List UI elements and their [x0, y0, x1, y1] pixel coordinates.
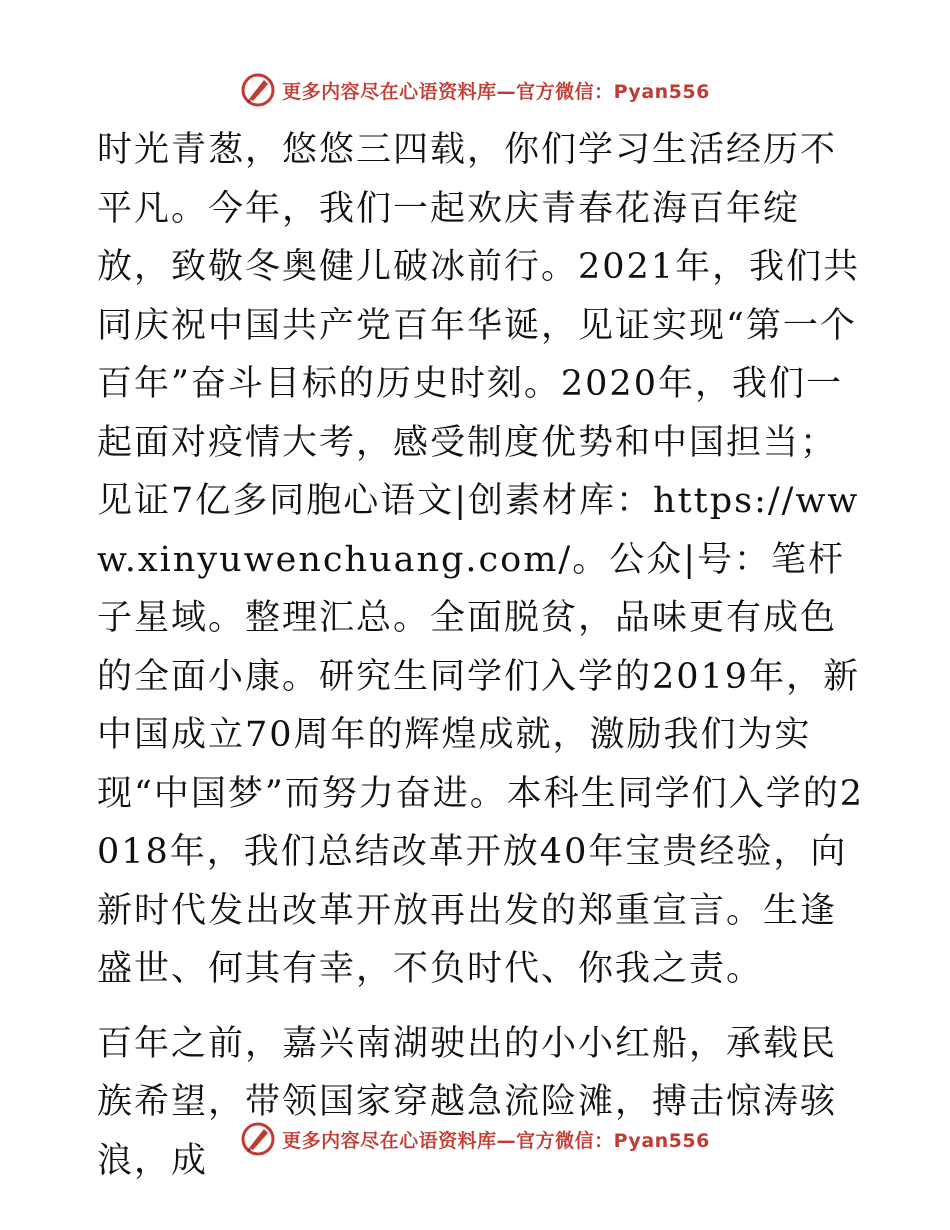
header-banner-text: 更多内容尽在心语资料库—官方微信：Pyan556: [282, 80, 710, 103]
footer-banner: [0, 1119, 950, 1159]
paragraph-1: 时光青葱，悠悠三四载，你们学习生活经历不平凡。今年，我们一起欢庆青春花海百年绽放，致敬冬奥健儿破冰前行。2021年，我们共同庆祝中国共产党百年华诞，见证实现“第一个百年”奋斗目标的历史时刻。2020年，我们一起面对疫情大考，感受制度优势和中国担当；见证7亿多同胞心语文|创素材库：https://www.xinyuwenchuang.com/。公众|号：笔杆子星域。整理汇总。全面脱贫，品味更有成色的全面小康。研究生同学们入学的2019年，新中国成立70周年的辉煌成就，激励我们为实现“中国梦”而努力奋进。本科生同学们入学的2018年，我们总结改革开放40年宝贵经验，向新时代发出改革开放再出发的郑重宣言。生逢盛世、何其有幸，不负时代、你我之责。: [97, 130, 865, 989]
header-banner: [0, 70, 950, 110]
document-body: [97, 121, 867, 1206]
footer-banner-text: 更多内容尽在心语资料库—官方微信：Pyan556: [282, 1129, 710, 1152]
paragraph-2: 百年之前，嘉兴南湖驶出的小小红船，承载民族希望，带领国家穿越急流险滩，搏击惊涛骇浪，成: [97, 1023, 838, 1181]
quill-pen-logo-icon: [240, 72, 276, 108]
quill-pen-logo-icon: [240, 1121, 276, 1157]
